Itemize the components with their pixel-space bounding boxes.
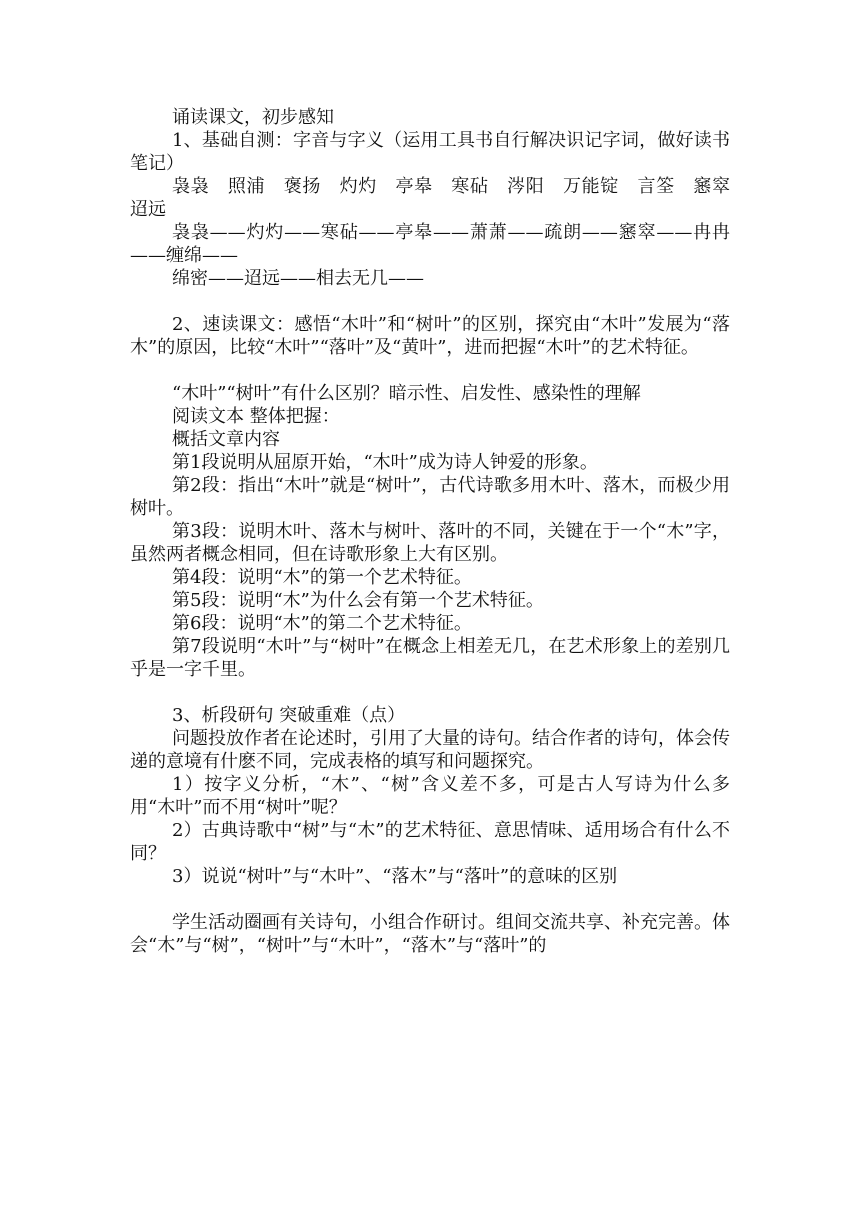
paragraph-difference-question: “木叶”“树叶”有什么区别？暗示性、启发性、感染性的理解 [172,383,641,404]
paragraph-section-5: 第5段：说明“木”为什么会有第一个艺术特征。 [172,590,544,611]
paragraph-section-4: 第4段：说明“木”的第一个艺术特征。 [172,567,472,588]
paragraph-section-7: 第7段说明“木叶”与“树叶”在概念上相差无几，在艺术形象上的差别几乎是一字千里。 [130,636,730,680]
paragraph-section-2: 第2段：指出“木叶”就是“树叶”，古代诗歌多用木叶、落木，而极少用树叶。 [130,475,730,519]
paragraph-question-2: 2）古典诗歌中“树”与“木”的艺术特征、意思情味、适用场合有什么不同？ [130,820,730,864]
paragraph-vocabulary-list: 袅袅 照浦 褒扬 灼灼 亭皋 寒砧 涔阳 万能锭 言筌 窸窣 迢远 [130,176,748,220]
paragraph-student-activity: 学生活动圈画有关诗句，小组合作研讨。组间交流共享、补充完善。体会“木”与“树”，“树叶”与“木叶”，“落木”与“落叶”的 [130,912,730,956]
paragraph-basic-test: 1、基础自测：字音与字义（运用工具书自行解决识记字词，做好读书笔记） [130,130,730,174]
paragraph-vocabulary-chain-2: 绵密——迢远——相去无几—— [172,268,424,289]
document-body [130,106,748,957]
paragraph-section-6: 第6段：说明“木”的第二个艺术特征。 [172,613,472,634]
paragraph-question-1: 1）按字义分析，“木”、“树”含义差不多，可是古人写诗为什么多用“木叶”而不用“树叶”呢？ [130,774,730,818]
paragraph-question-intro: 问题投放作者在论述时，引用了大量的诗句。结合作者的诗句，体会传递的意境有什麽不同，完成表格的填写和问题探究。 [130,728,730,772]
paragraph-section-3: 第3段：说明木叶、落木与树叶、落叶的不同，关键在于一个“木”字，虽然两者概念相同，但在诗歌形象上大有区别。 [130,521,730,565]
blank-line [130,359,730,382]
paragraph-question-3: 3）说说“树叶”与“木叶”、“落木”与“落叶”的意味的区别 [172,866,618,887]
section-heading-reading: 诵读课文，初步感知 [172,107,334,128]
section-heading-analysis: 3、析段研句 突破重难（点） [172,705,406,726]
blank-line [130,681,730,704]
paragraph-section-1: 第1段说明从屈原开始，“木叶”成为诗人钟爱的形象。 [172,452,598,473]
paragraph-overall-grasp: 阅读文本 整体把握： [172,406,340,427]
blank-line [130,888,730,911]
blank-line [130,290,730,313]
paragraph-vocabulary-chain-1: 袅袅——灼灼——寒砧——亭皋——萧萧——疏朗——窸窣——冉冉——缠绵—— [130,222,730,266]
paragraph-summary-heading: 概括文章内容 [172,429,280,450]
paragraph-speed-reading: 2、速读课文：感悟“木叶”和“树叶”的区别，探究由“木叶”发展为“落木”的原因，比较“木叶”“落叶”及“黄叶”，进而把握“木叶”的艺术特征。 [130,314,730,358]
